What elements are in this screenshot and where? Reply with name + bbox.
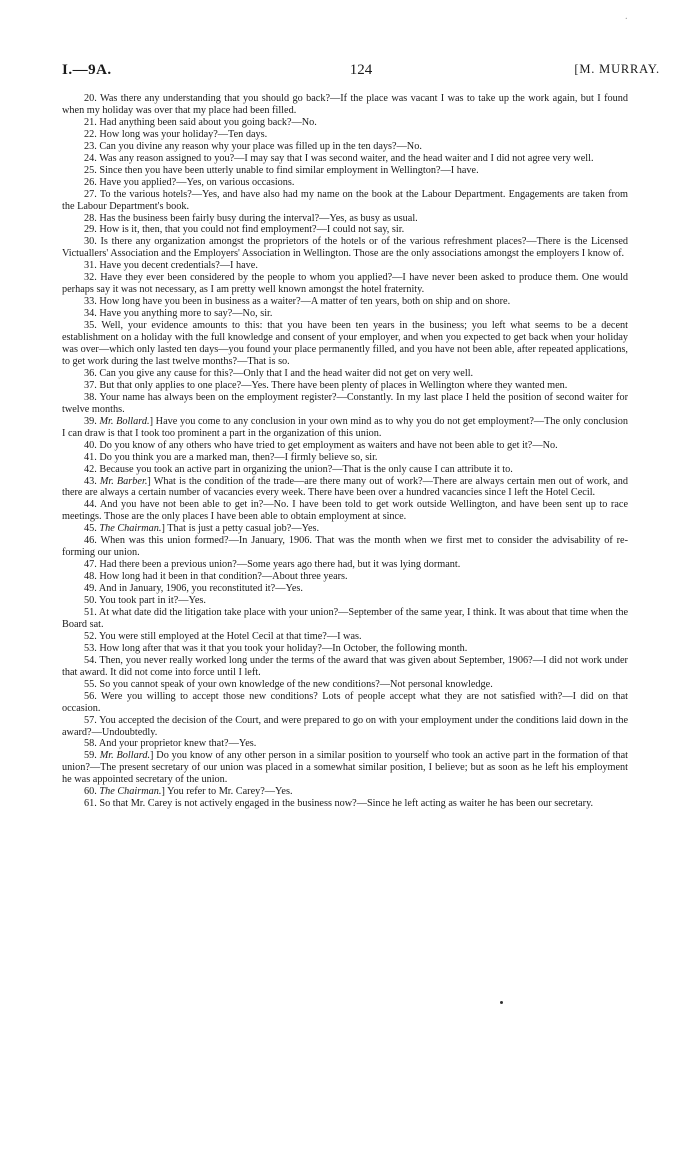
question-number: 38. — [84, 391, 97, 403]
document-reference: I.—9A. — [62, 62, 112, 78]
corner-mark: · — [624, 14, 628, 25]
question-number: 20. — [84, 93, 97, 104]
question-number: 36. — [84, 367, 97, 379]
question-paragraph — [62, 213, 628, 225]
question-number: 45. — [84, 523, 97, 535]
question-number: 39. — [84, 415, 97, 427]
question-answer-text: So that Mr. Carey is not actively engaged in the business now?—Since he left acting as waiter he has been our secretary. — [99, 798, 594, 810]
question-number: 46. — [84, 535, 97, 547]
question-answer-text: What is the condition of the trade—are there many out of work?—There are always certain men out of work, and there are always a certain number of vacancies every week. There have been over a hundred vacancies since I left the Hotel Cecil. — [62, 475, 628, 499]
question-paragraph — [62, 236, 628, 260]
question-answer-text: You refer to Mr. Carey?—Yes. — [167, 786, 293, 798]
question-answer-text: You were still employed at the Hotel Cecil at that time?—I was. — [99, 630, 362, 642]
question-paragraph — [62, 153, 628, 165]
question-number: 23. — [84, 140, 97, 152]
question-paragraph — [62, 595, 628, 607]
question-number: 61. — [84, 798, 97, 810]
page-header — [62, 62, 660, 82]
question-number: 25. — [84, 164, 97, 176]
question-paragraph — [62, 117, 628, 129]
question-number: 60. — [84, 786, 97, 798]
question-paragraph — [62, 655, 628, 679]
question-number: 31. — [84, 260, 97, 272]
question-answer-text: How long have you been in business as a waiter?—A matter of ten years, both on ship and on shore. — [99, 296, 511, 308]
question-paragraph — [62, 535, 628, 559]
question-paragraph — [62, 499, 628, 523]
question-number: 54. — [84, 654, 97, 666]
question-paragraph — [62, 452, 628, 464]
question-number: 53. — [84, 642, 97, 654]
question-answer-text: So you cannot speak of your own knowledge of the new conditions?—Not personal knowledge. — [99, 678, 493, 690]
question-paragraph — [62, 177, 628, 189]
question-answer-text: You took part in it?—Yes. — [99, 595, 206, 607]
question-number: 27. — [84, 188, 97, 200]
question-answer-text: Then, you never really worked long under the terms of the award that was given about September, 1906?—I did not work under that award. It did not come into force until I left. — [62, 654, 628, 678]
question-answer-text: Your name has always been on the employment register?—Constantly. In my last place I held the position of second waiter for twelve months. — [62, 391, 628, 415]
question-paragraph — [62, 380, 628, 392]
question-answer-text: Have you applied?—Yes, on various occasions. — [99, 176, 295, 188]
question-answer-text: Is there any organization amongst the proprietors of the hotels or of the various refreshment places?—There is the Licensed Victuallers' Association and the Employers' Association in Wellington. Those are the only associations amongst the employers I know of. — [62, 236, 629, 260]
question-number: 56. — [84, 690, 97, 702]
question-answer-text: Do you think you are a marked man, then?—I firmly believe so, sir. — [99, 451, 378, 463]
question-answer-text: Have you decent credentials?—I have. — [99, 260, 258, 272]
question-number: 40. — [84, 439, 97, 451]
question-paragraph: 59. Mr. Bollard.] Do you know of any other person in a similar position to yourself who took an active part in the formation of that union?—The present secretary of our union was placed in a somewhat similar position, I believe; but as soon as he left his employment he was appointed secretary of the union. — [62, 750, 629, 786]
question-paragraph — [62, 607, 628, 631]
question-number: 30. — [84, 236, 97, 248]
question-paragraph — [62, 464, 628, 476]
question-paragraph — [62, 93, 628, 117]
question-paragraph — [62, 296, 628, 308]
question-answer-text: Can you give any cause for this?—Only that I and the head waiter did not get on very well. — [99, 367, 474, 379]
question-paragraph — [62, 571, 628, 583]
question-answer-text: Since then you have been utterly unable to find similar employment in Wellington?—I have. — [99, 164, 479, 176]
question-number: 35. — [84, 320, 97, 332]
question-number: 49. — [84, 583, 97, 595]
question-paragraph — [62, 798, 628, 810]
question-paragraph — [62, 272, 628, 296]
question-number: 48. — [84, 571, 97, 583]
question-paragraph — [62, 165, 628, 177]
question-paragraph — [62, 643, 628, 655]
question-answer-text: Have they ever been considered by the people to whom you applied?—I have never been asked to produce them. One would perhaps say it was not necessary, as I am pretty well known amongst the hotel fraternity. — [62, 272, 628, 296]
speaker-name: The Chairman. — [99, 786, 162, 798]
ink-speck — [500, 1001, 503, 1004]
question-answer-text: Do you know of any others who have tried to get employment as waiters and have not been able to get it?—No. — [99, 439, 558, 451]
question-answer-text: Can you divine any reason why your place was filled up in the ten days?—No. — [99, 140, 422, 152]
speaker-name: Mr. Bollard. — [99, 415, 150, 427]
question-number: 58. — [84, 738, 97, 750]
question-number: 44. — [84, 499, 97, 511]
question-number: 32. — [84, 272, 97, 284]
question-paragraph — [62, 715, 628, 739]
question-answer-text: Because you took an active part in organizing the union?—That is the only cause I can attribute it to. — [99, 463, 513, 475]
question-paragraph — [62, 320, 628, 368]
question-paragraph — [62, 679, 628, 691]
question-answer-text: How is it, then, that you could not find employment?—I could not say, sir. — [99, 224, 405, 236]
question-answer-text: And you have not been able to get in?—No. I have been told to get work outside Wellington, and have been sent up to race meetings. Those are the only places I have been able to obtain employment at since. — [62, 499, 628, 523]
question-number: 50. — [84, 595, 97, 607]
question-answer-text: But that only applies to one place?—Yes. There have been plenty of places in Wellington where they wanted men. — [99, 379, 568, 391]
question-paragraph — [62, 141, 628, 153]
question-number: 43. — [84, 475, 97, 487]
question-answer-text: Were you willing to accept those new conditions? Lots of people accept what they are not satisfied with?—I did on that occasion. — [62, 690, 628, 714]
question-number: 21. — [84, 116, 97, 128]
page-number: 124 — [349, 62, 373, 78]
question-answer-text: Have you anything more to say?—No, sir. — [99, 308, 273, 320]
question-paragraph: 43. Mr. Barber.] What is the condition of the trade—are there many out of work?—There are always certain men out of work, and there are always a certain number of vacancies every week. There have been over a hundred vacancies since I left the Hotel Cecil. — [62, 475, 628, 499]
question-answer-text: To the various hotels?—Yes, and have also had my name on the book at the Labour Department. Engagements are taken from the Labour Department's book. — [62, 188, 629, 212]
question-paragraph — [62, 559, 628, 571]
question-answer-text: Has the business been fairly busy during the interval?—Yes, as busy as usual. — [99, 212, 418, 224]
question-number: 55. — [84, 678, 97, 690]
question-answer-text: Have you come to any conclusion in your own mind as to why you do not get employment?—The only conclusion I can draw is that I took too prominent a part in the organization of this union. — [62, 415, 628, 439]
question-paragraph — [62, 691, 628, 715]
question-paragraph — [62, 260, 628, 272]
question-number: 52. — [84, 630, 97, 642]
question-answer-text: How long after that was it that you took your holiday?—In October, the following month. — [99, 642, 468, 654]
question-paragraph — [62, 368, 628, 380]
question-paragraph — [62, 308, 628, 320]
question-answer-text: And in January, 1906, you reconstituted it?—Yes. — [98, 583, 303, 595]
question-paragraph — [62, 224, 628, 236]
question-paragraph — [62, 738, 628, 750]
speaker-name: The Chairman. — [99, 523, 162, 535]
question-number: 24. — [84, 152, 97, 164]
question-answer-text: You accepted the decision of the Court, and were prepared to go on with your employment under the conditions laid down in the award?—Undoubtedly. — [62, 714, 629, 738]
question-answer-text: At what date did the litigation take place with your union?—September of the same year, I think. It was about that time when the Board sat. — [62, 606, 628, 630]
question-number: 37. — [84, 379, 97, 391]
question-number: 22. — [84, 128, 97, 140]
question-number: 29. — [84, 224, 97, 236]
question-answer-text: Had anything been said about you going back?—No. — [99, 116, 317, 128]
question-number: 41. — [84, 451, 97, 463]
question-paragraph — [62, 189, 628, 213]
question-paragraph — [62, 583, 628, 595]
question-paragraph — [62, 129, 628, 141]
question-paragraph — [62, 440, 628, 452]
question-paragraph: 39. Mr. Bollard.] Have you come to any conclusion in your own mind as to why you do not get employment?—The only conclusion I can draw is that I took too prominent a part in the organization of this union. — [62, 415, 628, 439]
speaker-name: Mr. Barber. — [99, 475, 148, 487]
question-number: 42. — [84, 463, 97, 475]
question-answer-text: Was there any understanding that you should go back?—If the place was vacant I was to take up the work again, but I found when my holiday was over that my place had been filled. — [62, 93, 628, 116]
question-answer-text: When was this union formed?—In January, 1906. That was the month when we first met to consider the advisability of re-forming our union. — [62, 535, 628, 559]
question-answer-text: Do you know of any other person in a similar position to yourself who took an active part in the formation of that union?—The present secretary of our union was placed in a somewhat similar position, I believe; but as soon as he left his employment he was appointed secretary of the union. — [62, 750, 629, 786]
question-answer-text: And your proprietor knew that?—Yes. — [98, 738, 257, 750]
question-number: 26. — [84, 176, 97, 188]
question-answer-text: How long was your holiday?—Ten days. — [99, 128, 268, 140]
question-paragraph: 60. The Chairman.] You refer to Mr. Carey?—Yes. — [84, 786, 293, 798]
question-paragraph — [62, 631, 628, 643]
question-paragraph: 45. The Chairman.] That is just a petty casual job?—Yes. — [84, 523, 320, 535]
question-answer-text: Had there been a previous union?—Some years ago there had, but it was lying dormant. — [99, 559, 461, 571]
question-answer-text: Was any reason assigned to you?—I may say that I was second waiter, and the head waiter and I did not agree very well. — [99, 152, 594, 164]
question-number: 57. — [84, 714, 97, 726]
question-number: 59. — [84, 750, 97, 762]
question-answer-text: Well, your evidence amounts to this: that you have been ten years in the business; you left what seems to be a decent establishment on a holiday with the full knowledge and consent of your employer, and when you expected to get back when your holiday was over—which only lasted ten days—you found your place permanently filled, and you have not been able, after repeated applications, to get work during the last twelve months?—That is so. — [62, 320, 628, 367]
question-paragraph — [62, 392, 628, 416]
question-answer-text: That is just a petty casual job?—Yes. — [167, 523, 320, 535]
question-number: 51. — [84, 606, 97, 618]
question-answer-text: How long had it been in that condition?—About three years. — [99, 571, 348, 583]
question-number: 28. — [84, 212, 97, 224]
witness-name: [M. MURRAY. — [574, 62, 660, 76]
question-number: 34. — [84, 308, 97, 320]
evidence-transcript — [62, 93, 628, 810]
speaker-name: Mr. Bollard. — [99, 750, 151, 762]
question-number: 47. — [84, 559, 97, 571]
question-number: 33. — [84, 296, 97, 308]
